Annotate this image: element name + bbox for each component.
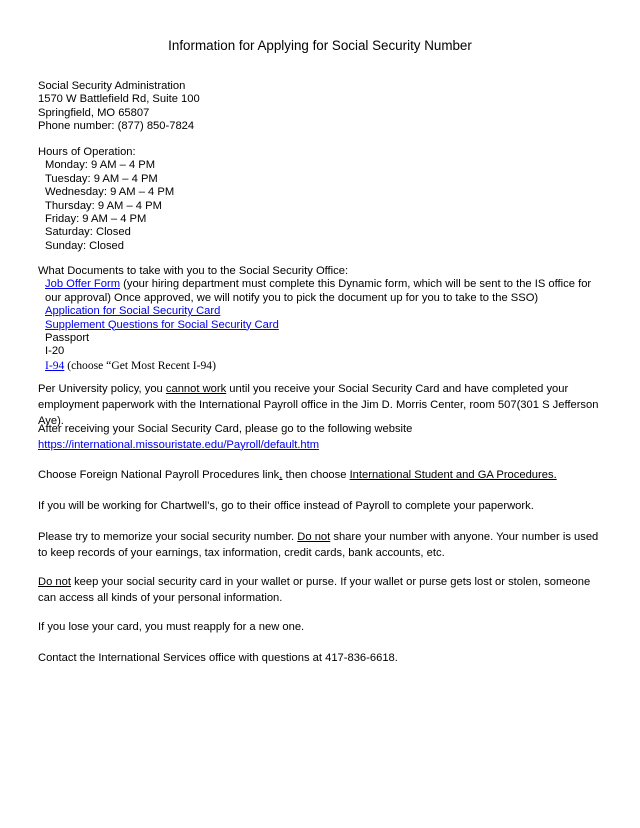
i20-item: I-20 — [45, 345, 65, 358]
memorize-emphasis: Do not — [297, 531, 331, 543]
address-phone: Phone number: (877) 850-7824 — [38, 120, 195, 133]
payroll-url-item — [38, 438, 604, 454]
i94-note: (choose “Get Most Recent I-94) — [64, 358, 216, 372]
documents-heading: What Documents to take with you to the Social Security Office: — [38, 265, 349, 277]
contact-paragraph: Contact the International Services office with questions at 417-836-6618. — [38, 652, 398, 664]
wallet-paragraph — [38, 575, 604, 607]
hours-day: Sunday: Closed — [45, 239, 124, 252]
supplement-link[interactable]: Supplement Questions for Social Security Card — [45, 318, 279, 331]
application-item — [38, 305, 608, 318]
memorize-text-start: Please try to memorize your social security number. — [38, 531, 298, 543]
documents-block — [38, 265, 608, 373]
lose-card-paragraph: If you lose your card, you must reapply for a new one. — [38, 621, 305, 633]
job-offer-link[interactable]: Job Offer Form — [45, 278, 121, 291]
policy-text-end: until you receive your Social Security Card and have completed your employment paperwork with the International Payroll office in the Jim D. Morris Center, room 507(301 S Jefferson Ave). — [38, 383, 599, 427]
i94-item — [38, 359, 608, 373]
after-text: After receiving your Social Security Card, please go to the following website — [38, 423, 413, 435]
hours-day: Friday: 9 AM – 4 PM — [45, 213, 147, 226]
hours-block — [38, 146, 608, 253]
supplement-item — [38, 319, 608, 332]
choose-text-start: Choose Foreign National Payroll Procedures link — [38, 469, 280, 481]
choose-text-mid: then choose — [282, 469, 350, 481]
hours-heading: Hours of Operation: — [38, 146, 136, 158]
address-city: Springfield, MO 65807 — [38, 106, 150, 119]
after-paragraph — [38, 422, 604, 454]
policy-emphasis: cannot work — [165, 383, 227, 395]
passport-item: Passport — [45, 332, 90, 345]
address-org: Social Security Administration — [38, 80, 186, 92]
payroll-url-link[interactable]: https://international.missouristate.edu/Payroll/default.htm — [38, 438, 320, 451]
wallet-text: keep your social security card in your wallet or purse. If your wallet or purse gets lost or stolen, someone can access all kinds of your personal information. — [38, 576, 591, 604]
wallet-emphasis: Do not — [38, 576, 71, 588]
chartwells-paragraph: If you will be working for Chartwell’s, go to their office instead of Payroll to complete your paperwork. — [38, 500, 534, 512]
address-block — [38, 80, 608, 134]
hours-day: Saturday: Closed — [45, 226, 131, 239]
hours-day: Thursday: 9 AM – 4 PM — [45, 199, 162, 212]
job-offer-note: (your hiring department must complete this Dynamic form, which will be sent to the IS office for our approval) Once approved, we will notify you to pick the document up for you to take to the SSO) — [45, 278, 592, 304]
memorize-text-end: share your number with anyone. Your number is used to keep records of your earnings, tax information, credit cards, bank accounts, etc. — [38, 531, 599, 559]
memorize-paragraph — [38, 530, 604, 562]
hours-day: Monday: 9 AM – 4 PM — [45, 159, 156, 172]
choose-comma: , — [279, 469, 283, 481]
i94-link[interactable]: I-94 — [45, 358, 65, 372]
job-offer-item — [38, 278, 608, 305]
choose-emphasis: International Student and GA Procedures. — [349, 469, 557, 481]
address-street: 1570 W Battlefield Rd, Suite 100 — [38, 93, 200, 106]
hours-day: Wednesday: 9 AM – 4 PM — [45, 186, 175, 199]
application-link[interactable]: Application for Social Security Card — [45, 305, 221, 318]
choose-paragraph — [38, 468, 604, 484]
hours-day: Tuesday: 9 AM – 4 PM — [45, 172, 158, 185]
page-title: Information for Applying for Social Security Number — [168, 38, 472, 53]
policy-text-start: Per University policy, you — [38, 383, 166, 395]
